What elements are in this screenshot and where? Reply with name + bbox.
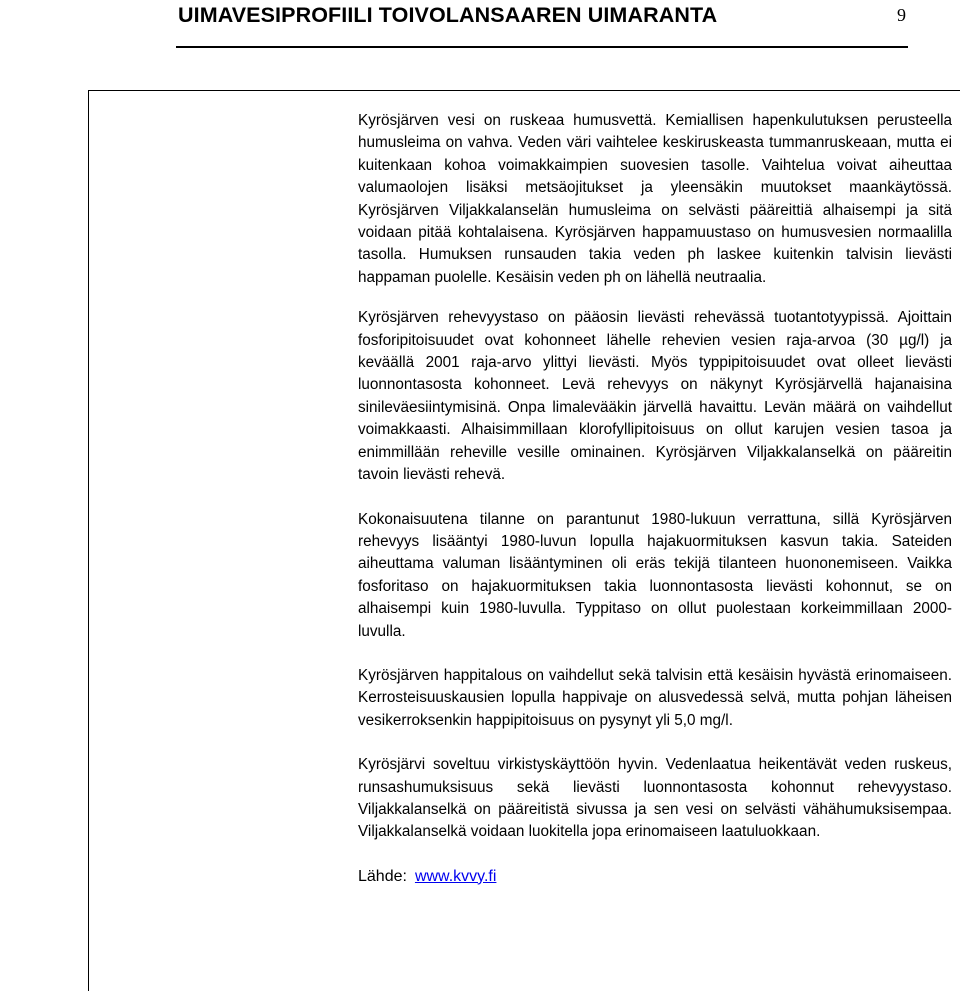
paragraph-recreation: Kyrösjärvi soveltuu virkistyskäyttöön hyvin. Vedenlaatua heikentävät veden ruskeus, runsashumuksisuus sekä lievästi luonnontasosta kohonnut rehevyystaso. Viljakkalanselkä on pääreitistä sivussa ja sen vesi on selvästi vähähumuksisempaa. Viljakkalanselkä voidaan luokitella jopa erinomaiseen laatuluokkaan. [358, 756, 952, 841]
paragraph-oxygen: Kyrösjärven happitalous on vaihdellut sekä talvisin että kesäisin hyvästä erinomaiseen. Kerrosteisuuskausien lopulla happivaje on alusvedessä selvä, mutta pohjan läheisen vesikerroksenkin happipitoisuus on pysynyt yli 5,0 mg/l. [358, 666, 952, 729]
body-text [358, 110, 952, 888]
paragraph-humus: Kyrösjärven vesi on ruskeaa humusvettä. Kemiallisen hapenkulutuksen perusteella humusleima on vahva. Veden väri vaihtelee keskiruskeasta tummanruskeaan, mutta ei kuitenkaan kohoa voimakkaimpien suovesien tasolle. Vaihtelua voivat aiheuttaa valumaolojen lisäksi metsäojitukset ja yleensäkin muutokset maankäytössä. Kyrösjärven Viljakkalanselän humusleima on selvästi pääreittiä alhaisempi ja sitä voidaan pitää kohtalaisena. Kyrösjärven happamuustaso on humusvesien normaalilla tasolla. Humuksen runsauden takia veden ph laskee kuitenkin talvisin lievästi happaman puolelle. Kesäisin veden ph on lähellä neutraalia. [358, 112, 952, 286]
document-title: UIMAVESIPROFIILI TOIVOLANSAAREN UIMARANTA [178, 3, 718, 27]
paragraph-eutrophication: Kyrösjärven rehevyystaso on pääosin lievästi rehevässä tuotantotyypissä. Ajoittain fosforipitoisuudet ovat kohonneet lähelle rehevien vesien raja-arvoa (30 µg/l) ja keväällä 2001 raja-arvo ylittyi lievästi. Myös typpipitoisuudet ovat olleet lievästi luonnontasosta kohonneet. Levä rehevyys on näkynyt Kyrösjärvellä hajanaisina sinileväesiintymisinä. Onpa limalevääkin järvellä havaittu. Levän määrä on vaihdellut voimakkaasti. Alhaisimmillaan klorofyllipitoisuus on ollut karujen vesien tasoa ja enimmillään reheville vesille ominainen. Kyrösjärven Viljakkalanselkä on pääreitin tavoin lievästi rehevä. [358, 309, 952, 484]
source-line [358, 866, 952, 888]
page-number: 9 [897, 5, 906, 25]
source-label: Lähde: [358, 867, 407, 885]
page-header [176, 2, 908, 48]
paragraph-overall-status: Kokonaisuutena tilanne on parantunut 1980-lukuun verrattuna, sillä Kyrösjärven rehevyys lisääntyi 1980-luvun lopulla hajakuormituksen kasvun takia. Sateiden aiheuttama valuman lisääntyminen oli eräs tekijä tilanteen huononemiseen. Vaikka fosforitaso on hajakuormituksen takia luonnontasosta lievästi kohonnut, se on alhaisempi kuin 1980-luvulla. Typpitaso on ollut puolestaan korkeimmillaan 2000-luvulla. [358, 510, 952, 640]
source-link[interactable]: www.kvvy.fi [414, 867, 497, 885]
